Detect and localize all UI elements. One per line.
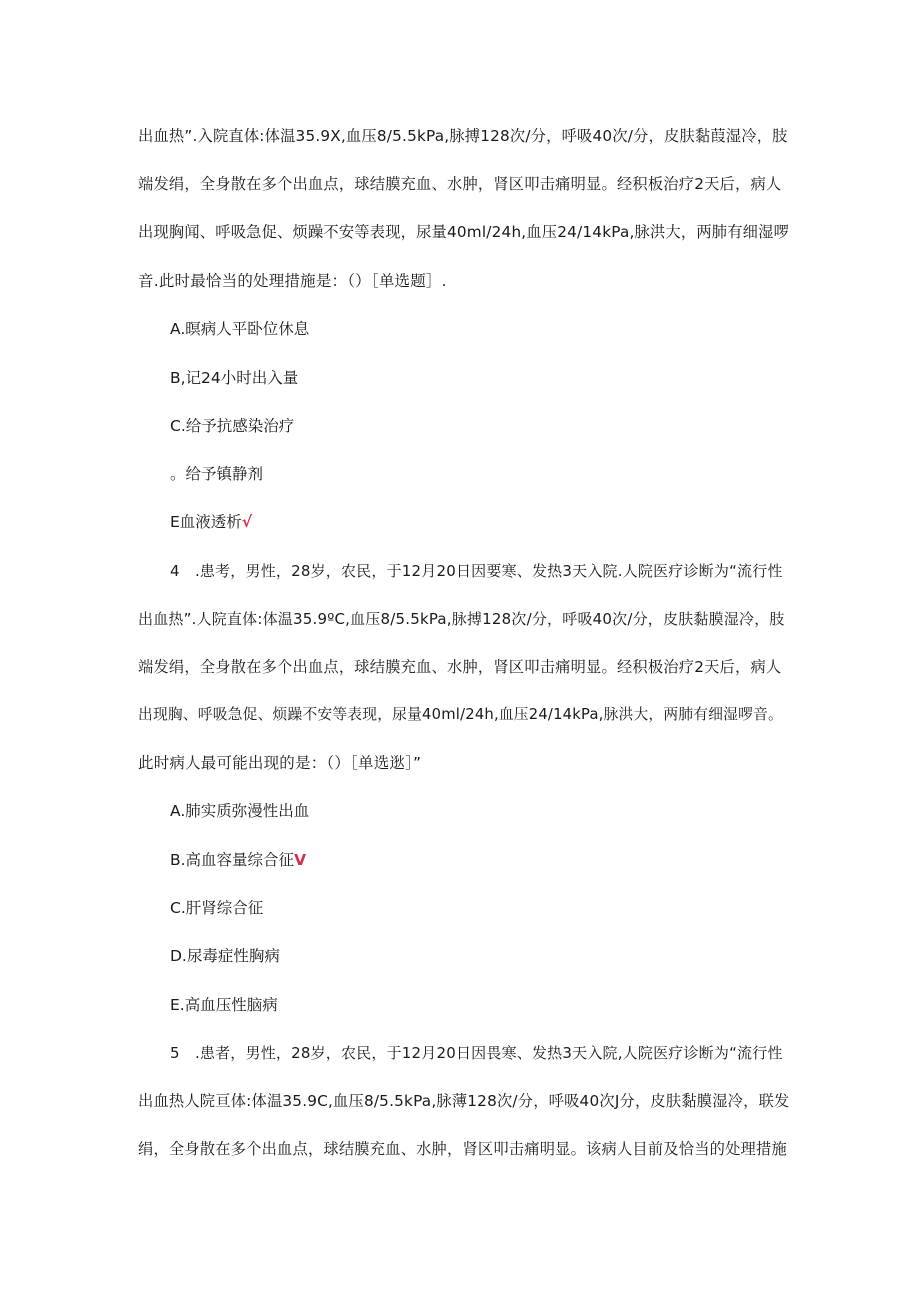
q4-option-b: B.高血容量综合征V xyxy=(170,851,307,869)
q3-line-1: 出血热”.入院直体:体温35.9X,血压8/5.5kPa,脉搏128次/分，呼吸40次/分，皮肤黏葭湿冷，肢 xyxy=(138,127,788,145)
answer-check-mark: V xyxy=(294,851,307,869)
q4-option-d: D.尿毒症性胸病 xyxy=(170,947,280,965)
q3-option-c: C.给予抗感染治疗 xyxy=(170,417,295,435)
q4-line-2: 出血热”.人院直体:体温35.9ºC,血压8/5.5kPa,脉搏128次/分，呼吸40次/分，皮肤黏膜湿冷，肢 xyxy=(138,610,785,628)
q4-line-5: 此时病人最可能出现的是：（）［单选逖］” xyxy=(138,754,422,772)
q4-line-1: 4 .患考，男性，28岁，农民，于12月20日因要寒、发热3天入院.人院医疗诊断为“流行性 xyxy=(170,562,783,580)
q4-option-a: A.肺实质弥漫性出血 xyxy=(170,802,310,820)
q3-line-3: 出现胸闻、呼吸急促、烦躁不安等表现，尿量40ml/24h,血压24/14kPa,脉洪大，两肺有细湿啰 xyxy=(138,223,790,241)
q4-line-4: 出现胸、呼吸急促、烦躁不安等表现，尿量40ml/24h,血压24/14kPa,脉洪大，两肺有细湿啰音。 xyxy=(138,706,783,723)
q4-option-e: E.高血压性脑病 xyxy=(170,996,278,1014)
q4-option-c: C.肝肾综合征 xyxy=(170,899,264,917)
q3-option-b: B,记24小时出入量 xyxy=(170,369,299,387)
q3-option-d: 。给予镇静剂 xyxy=(170,465,264,483)
q3-option-a: A.暝病人平卧位休息 xyxy=(170,320,310,338)
q3-option-e: E血液透析√ xyxy=(170,513,253,531)
q5-line-3: 绢，全身散在多个出血点，球结膜充血、水肿，肾区叩击痛明显。该病人目前及恰当的处理措施 xyxy=(138,1140,787,1158)
q5-line-2: 出血热人院亘体:体温35.9C,血压8/5.5kPa,脉薄128次/分，呼吸40次J分，皮肤黏膜湿冷，联发 xyxy=(138,1092,790,1110)
q3-line-4: 音.此时最恰当的处理措施是：（）［单选题］. xyxy=(138,272,447,290)
q5-line-1: 5 .患者，男性，28岁，农民，于12月20日因畏寒、发热3天入院,人院医疗诊断为“流行性 xyxy=(170,1044,783,1062)
q4-line-3: 端发绢，全身散在多个出血点，球结膜充血、水肿，肾区叩击痛明显。经积极治疗2天后，病人 xyxy=(138,658,782,676)
answer-check-mark: √ xyxy=(241,513,253,531)
q3-line-2: 端发绢，全身散在多个出血点，球结膜充血、水肿，肾区叩击痛明显。经积板治疗2天后，病人 xyxy=(138,175,782,193)
